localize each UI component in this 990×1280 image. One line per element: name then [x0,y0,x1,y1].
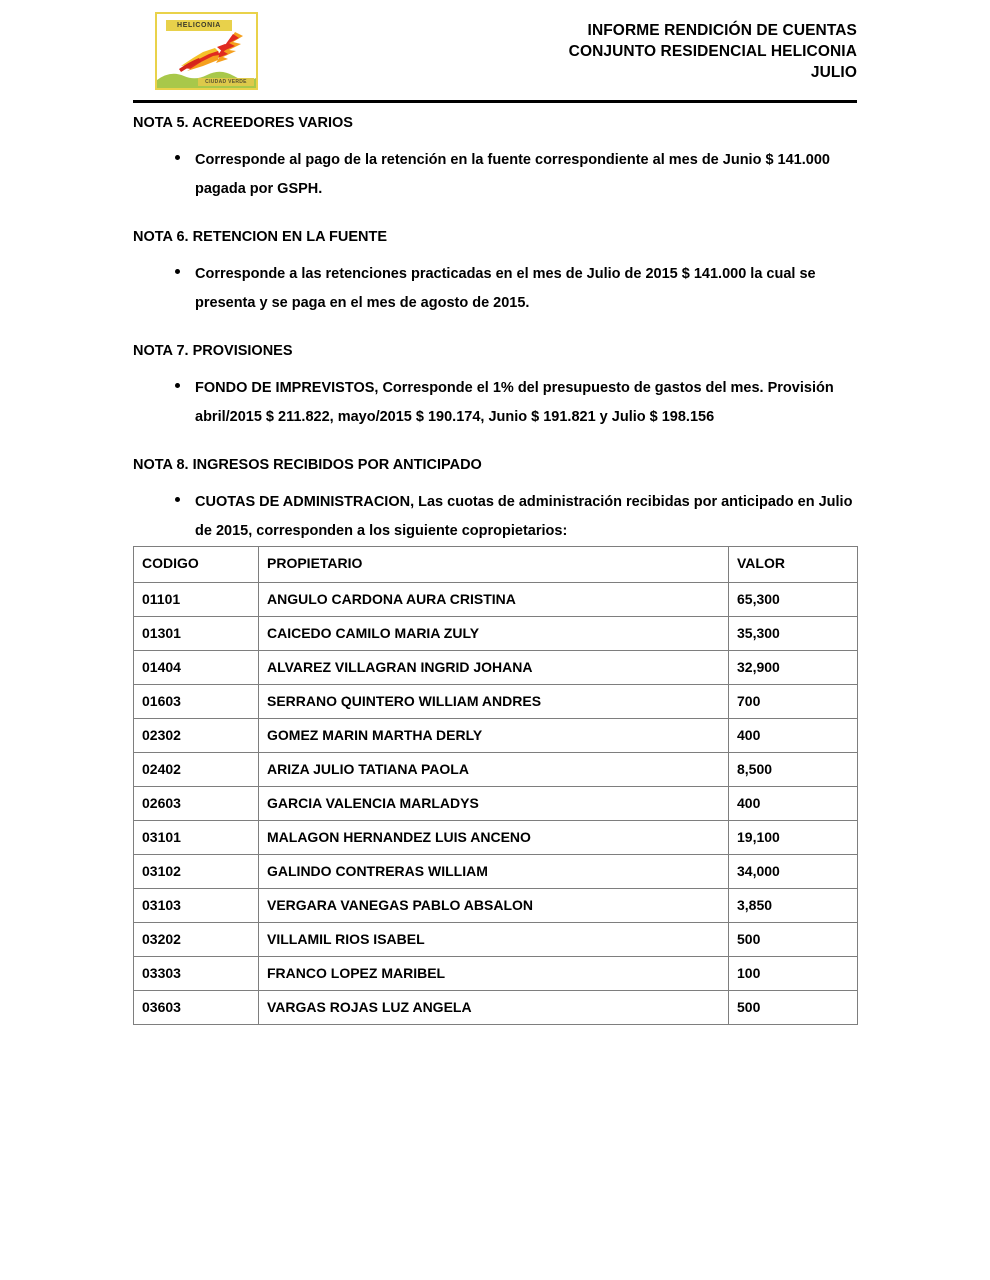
notes-content [0,112,990,546]
cell-codigo: 01603 [134,685,259,719]
cell-codigo: 03103 [134,889,259,923]
table-body [134,583,858,1025]
bullet-dot-icon [175,269,180,274]
cell-valor: 35,300 [729,617,858,651]
cell-propietario: CAICEDO CAMILO MARIA ZULY [259,617,729,651]
logo-tagline-text: CIUDAD VERDE [205,79,247,85]
bullet-dot-icon [175,497,180,502]
table-row [134,583,858,617]
cell-codigo: 02402 [134,753,259,787]
cell-propietario: ALVAREZ VILLAGRAN INGRID JOHANA [259,651,729,685]
cell-valor: 100 [729,957,858,991]
document-header [133,12,857,97]
header-title-line-3: JULIO [810,64,857,81]
cell-propietario: GOMEZ MARIN MARTHA DERLY [259,719,729,753]
table-row [134,787,858,821]
table-row [134,821,858,855]
cell-valor: 8,500 [729,753,858,787]
spacer [0,318,990,340]
table-row [134,957,858,991]
note-bullet-text: Corresponde a las retenciones practicadas en el mes de Julio de 2015 $ 141.000 la cual se presenta y se paga en el mes de agosto de 2015. [195,266,816,311]
cell-codigo: 01404 [134,651,259,685]
logo-tagline-banner [198,78,254,86]
note-bullet-6-1 [0,260,990,318]
cell-propietario: MALAGON HERNANDEZ LUIS ANCENO [259,821,729,855]
cell-valor: 65,300 [729,583,858,617]
cell-valor: 500 [729,923,858,957]
note-heading-7: NOTA 7. PROVISIONES [133,343,293,359]
copropietarios-table [133,546,858,1025]
table-row [134,923,858,957]
cell-propietario: GALINDO CONTRERAS WILLIAM [259,855,729,889]
cell-valor: 32,900 [729,651,858,685]
note-bullet-text: FONDO DE IMPREVISTOS, Corresponde el 1% del presupuesto de gastos del mes. Provisión abril/2015 $ 211.822, mayo/2015 $ 190.174, Junio $ 191.821 y Julio $ 198.156 [195,380,834,425]
bullet-dot-icon [175,155,180,160]
note-heading-8: NOTA 8. INGRESOS RECIBIDOS POR ANTICIPADO [133,457,482,473]
table-row [134,651,858,685]
table-row [134,753,858,787]
table-row [134,617,858,651]
bullet-dot-icon [175,383,180,388]
table-row [134,991,858,1025]
cell-propietario: GARCIA VALENCIA MARLADYS [259,787,729,821]
cell-codigo: 02302 [134,719,259,753]
note-heading-5: NOTA 5. ACREEDORES VARIOS [133,115,353,131]
cell-valor: 34,000 [729,855,858,889]
cell-codigo: 03102 [134,855,259,889]
column-header-propietario: PROPIETARIO [259,547,729,583]
spacer [0,432,990,454]
spacer [0,204,990,226]
note-bullet-7-1 [0,374,990,432]
heliconia-logo [155,12,258,90]
note-bullet-5-1 [0,146,990,204]
cell-codigo: 02603 [134,787,259,821]
cell-valor: 500 [729,991,858,1025]
table-header-row [134,547,858,583]
copropietarios-table-wrapper [133,546,857,1025]
cell-propietario: VERGARA VANEGAS PABLO ABSALON [259,889,729,923]
note-heading-6: NOTA 6. RETENCION EN LA FUENTE [133,229,388,245]
cell-propietario: SERRANO QUINTERO WILLIAM ANDRES [259,685,729,719]
cell-propietario: ANGULO CARDONA AURA CRISTINA [259,583,729,617]
cell-valor: 400 [729,719,858,753]
note-bullet-text: Corresponde al pago de la retención en la fuente correspondiente al mes de Junio $ 141.000 pagada por GSPH. [195,152,830,197]
column-header-valor: VALOR [729,547,858,583]
table-row [134,855,858,889]
cell-codigo: 03303 [134,957,259,991]
cell-codigo: 03101 [134,821,259,855]
cell-codigo: 01301 [134,617,259,651]
cell-propietario: FRANCO LOPEZ MARIBEL [259,957,729,991]
cell-propietario: VILLAMIL RIOS ISABEL [259,923,729,957]
cell-valor: 700 [729,685,858,719]
cell-propietario: VARGAS ROJAS LUZ ANGELA [259,991,729,1025]
cell-valor: 3,850 [729,889,858,923]
cell-propietario: ARIZA JULIO TATIANA PAOLA [259,753,729,787]
cell-codigo: 03202 [134,923,259,957]
cell-codigo: 03603 [134,991,259,1025]
table-row [134,889,858,923]
note-bullet-text: CUOTAS DE ADMINISTRACION, Las cuotas de administración recibidas por anticipado en Julio de 2015, corresponden a los siguiente copropietarios: [195,494,853,539]
column-header-codigo: CODIGO [134,547,259,583]
header-divider [133,100,857,103]
note-bullet-8-1 [0,488,990,546]
cell-valor: 19,100 [729,821,858,855]
cell-valor: 400 [729,787,858,821]
table-row [134,685,858,719]
header-title-block [569,12,857,83]
table-head [134,547,858,583]
logo-name-text: HELICONIA [177,22,221,29]
table-row [134,719,858,753]
header-title-line-2: CONJUNTO RESIDENCIAL HELICONIA [568,43,857,60]
header-title-line-1: INFORME RENDICIÓN DE CUENTAS [587,22,857,39]
cell-codigo: 01101 [134,583,259,617]
